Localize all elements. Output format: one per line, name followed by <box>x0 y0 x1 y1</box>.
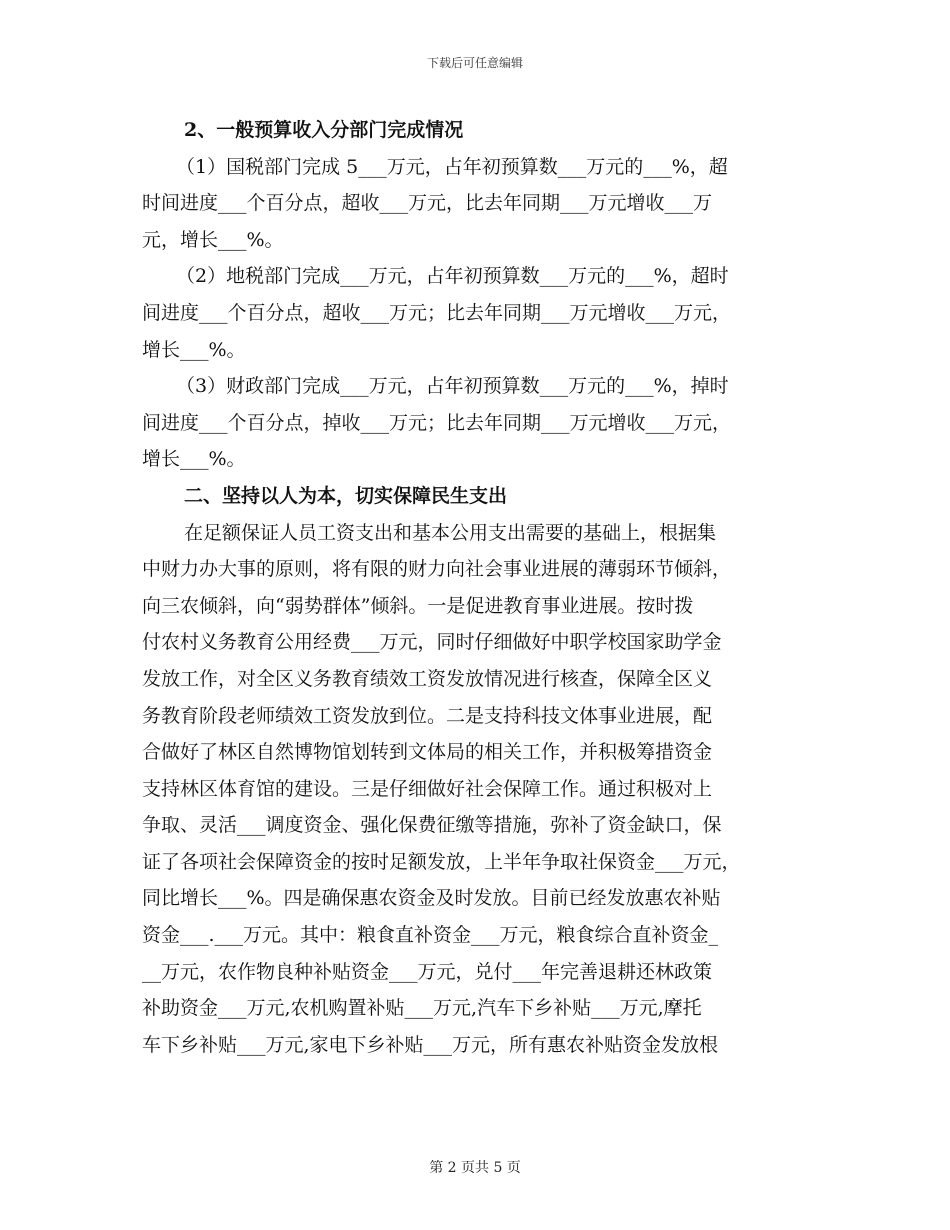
paragraph-line: 证了各项社会保障资金的按时足额发放，上半年争取社保资金___万元， <box>142 850 741 873</box>
paragraph-line: （3）财政部门完成___万元，占年初预算数___万元的___%，掉时 <box>176 375 729 398</box>
paragraph-line: 支持林区体育馆的建设。三是仔细做好社会保障工作。通过积极对上 <box>142 777 713 800</box>
paragraph-line: 增长___%。 <box>142 338 246 361</box>
paragraph-line: 向三农倾斜，向“弱势群体”倾斜。一是促进教育事业进展。按时拨 <box>142 594 694 617</box>
page-header: 下载后可任意编辑 <box>426 56 523 70</box>
paragraph-line: 时间进度___个百分点，超收___万元，比去年同期___万元增收___万 <box>142 192 713 215</box>
paragraph-line: 增长___%。 <box>142 448 246 471</box>
paragraph-line: 车下乡补贴___万元,家电下乡补贴___万元，所有惠农补贴资金发放根 <box>142 1033 719 1056</box>
paragraph-line: 间进度___个百分点，超收___万元；比去年同期___万元增收___万元， <box>142 301 732 324</box>
paragraph-line: （1）国税部门完成 5___万元，占年初预算数___万元的___%，超 <box>176 155 728 178</box>
paragraph-line: 发放工作，对全区义务教育绩效工资发放情况进行核查，保障全区义 <box>142 667 713 690</box>
paragraph-line: 间进度___个百分点，掉收___万元；比去年同期___万元增收___万元， <box>142 411 732 434</box>
paragraph-line: 同比增长___%。四是确保惠农资金及时发放。目前已经发放惠农补贴 <box>142 887 721 910</box>
paragraph-line: 元，增长___%。 <box>142 228 284 251</box>
paragraph-line: 合做好了林区自然博物馆划转到文体局的相关工作，并积极筹措资金 <box>142 741 713 764</box>
paragraph-line: __万元，农作物良种补贴资金___万元，兑付___年完善退耕还林政策 <box>142 960 713 983</box>
page-footer: 第 2 页共 5 页 <box>429 1160 521 1176</box>
section-heading-people-livelihood: 二、坚持以人为本，切实保障民生支出 <box>184 484 508 507</box>
document-body <box>142 112 814 1063</box>
paragraph-line: 补助资金___万元,农机购置补贴___万元,汽车下乡补贴___万元,摩托 <box>142 997 702 1020</box>
paragraph-line: 在足额保证人员工资支出和基本公用支出需要的基础上，根据集 <box>184 521 717 544</box>
paragraph-line: 资金___.___万元。其中：粮食直补资金___万元，粮食综合直补资金_ <box>142 924 719 947</box>
paragraph-line: （2）地税部门完成___万元，占年初预算数___万元的___%，超时 <box>176 265 729 288</box>
paragraph-line: 中财力办大事的原则，将有限的财力向社会事业进展的薄弱环节倾斜， <box>142 558 732 581</box>
paragraph-line: 付农村义务教育公用经费___万元，同时仔细做好中职学校国家助学金 <box>142 631 722 654</box>
section-heading-budget-by-department: 2、一般预算收入分部门完成情况 <box>184 119 464 141</box>
paragraph-line: 务教育阶段老师绩效工资发放到位。二是支持科技文体事业进展，配 <box>142 704 713 727</box>
paragraph-line: 争取、灵活___调度资金、强化保费征缴等措施，弥补了资金缺口，保 <box>142 814 722 837</box>
